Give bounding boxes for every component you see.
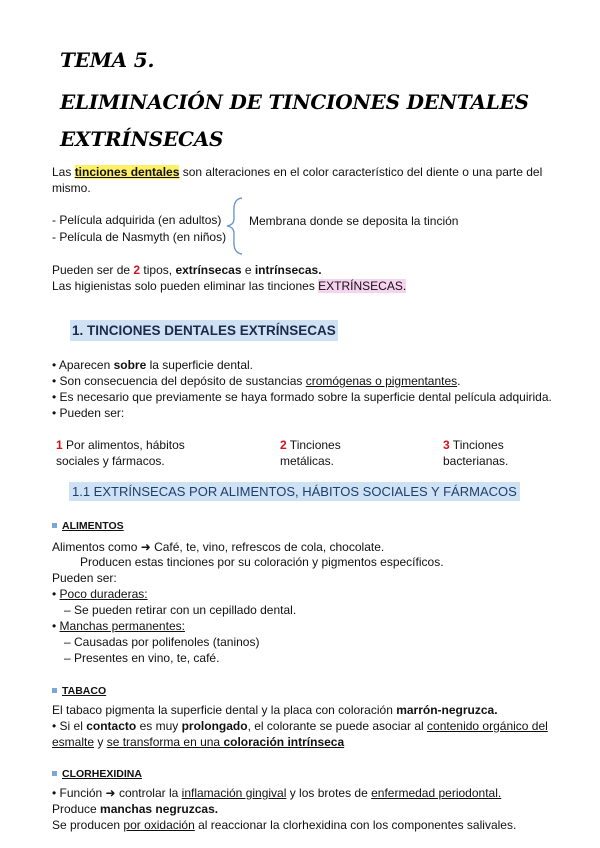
type-column-3-line2: bacterianas.: [443, 454, 509, 468]
topic-heading-text: ALIMENTOS: [62, 520, 124, 532]
type-text: Por alimentos, hábitos: [62, 438, 185, 452]
bullet: •: [52, 587, 60, 601]
doc-title-line1: TEMA 5.: [60, 48, 155, 72]
intro-text: son alteraciones en el color característico del diente o una parte del: [179, 165, 543, 179]
clorhexidina-text-underlined: enfermedad periodontal.: [371, 786, 502, 800]
clorhexidina-line: [52, 785, 501, 801]
type-number: 3: [443, 438, 450, 452]
membrane-item: - Película de Nasmyth (en niños): [52, 230, 227, 244]
list-item: • Pueden ser:: [52, 406, 125, 420]
clorhexidina-line: [52, 801, 218, 817]
type-number: 2: [280, 438, 287, 452]
doc-title-line2: ELIMINACIÓN DE TINCIONES DENTALES: [60, 90, 529, 114]
list-item: [52, 357, 253, 373]
alimentos-line: Alimentos como ➜ Café, te, vino, refrescos de cola, chocolate.: [52, 540, 385, 554]
tabaco-text-underlined: contenido orgánico del: [427, 719, 548, 733]
clorhexidina-text-underlined: inflamación gingival: [181, 786, 287, 800]
topic-heading-clorhexidina: [52, 766, 142, 782]
alimentos-line: Producen estas tinciones por su coloración y pigmentos específicos.: [80, 555, 444, 569]
type-column-2-line2: metálicas.: [280, 454, 335, 468]
tabaco-text-underlined: esmalte: [52, 735, 95, 749]
square-bullet-icon: [52, 688, 57, 693]
list-text: • Son consecuencia del depósito de sustancias: [52, 374, 306, 388]
tabaco-line: [52, 702, 498, 718]
intro-paragraph: [52, 164, 542, 180]
tabaco-text-underlined: se transforma en una: [106, 735, 224, 749]
list-text: .: [457, 374, 461, 388]
clorhexidina-text: y los brotes de: [286, 786, 372, 800]
alimentos-line: – Causadas por polifenoles (taninos): [64, 635, 260, 649]
hygienist-text: Las higienistas solo pueden eliminar las tinciones: [52, 279, 319, 293]
square-bullet-icon: [52, 771, 57, 776]
types-text: Pueden ser de: [52, 263, 134, 277]
type-text: Tinciones: [286, 438, 341, 452]
topic-heading-tabaco: [52, 683, 106, 699]
tabaco-text-bold: contacto: [86, 719, 137, 733]
intro-text: Las: [52, 165, 75, 179]
types-extrinsic: extrínsecas: [175, 263, 242, 277]
tabaco-text: • Si el: [52, 719, 87, 733]
alimentos-subtype: Manchas permanentes:: [59, 619, 185, 633]
clorhexidina-text: Se producen: [52, 818, 124, 832]
tabaco-text: , el colorante se puede asociar al: [247, 719, 428, 733]
alimentos-line: [52, 586, 148, 602]
types-text: tipos,: [140, 263, 176, 277]
tabaco-text-bold: prolongado: [181, 719, 248, 733]
subsection-heading: 1.1 EXTRÍNSECAS POR ALIMENTOS, HÁBITOS SOCIALES Y FÁRMACOS: [69, 482, 520, 501]
tabaco-text-bold-underlined: coloración intrínseca: [223, 735, 345, 749]
clorhexidina-text-bold: manchas negruzcas.: [100, 802, 219, 816]
topic-heading-alimentos: [52, 518, 124, 534]
highlighted-term: tinciones dentales: [74, 165, 180, 179]
curly-brace-icon: [224, 196, 246, 256]
square-bullet-icon: [52, 523, 57, 528]
tabaco-text: y: [94, 735, 107, 749]
alimentos-line: [52, 618, 185, 634]
clorhexidina-text-underlined: por oxidación: [123, 818, 195, 832]
type-column-1-line2: sociales y fármacos.: [56, 454, 165, 468]
list-text: • Aparecen: [52, 358, 114, 372]
list-text: la superficie dental.: [146, 358, 253, 372]
types-intrinsic: intrínsecas.: [254, 263, 322, 277]
list-text-underlined: cromógenas o pigmentantes: [305, 374, 458, 388]
type-column-2: [280, 437, 341, 453]
types-line: [52, 262, 322, 278]
section-heading: 1. TINCIONES DENTALES EXTRÍNSECAS: [70, 320, 338, 341]
type-number: 1: [56, 438, 63, 452]
list-text-bold: sobre: [113, 358, 147, 372]
membrane-item: - Película adquirida (en adultos): [52, 213, 222, 227]
tabaco-text: es muy: [136, 719, 182, 733]
topic-heading-text: TABACO: [62, 685, 107, 697]
tabaco-line: [52, 734, 344, 750]
bullet: •: [52, 619, 60, 633]
types-count: 2: [133, 263, 141, 277]
tabaco-text: El tabaco pigmenta la superficie dental y la placa con coloración: [52, 703, 397, 717]
type-column-1: [56, 437, 185, 453]
clorhexidina-text: • Función ➜ controlar la: [52, 786, 182, 800]
clorhexidina-text: al reaccionar la clorhexidina con los componentes salivales.: [194, 818, 517, 832]
doc-title-line3: EXTRÍNSECAS: [60, 127, 224, 151]
type-text: Tinciones: [449, 438, 504, 452]
clorhexidina-text: Produce: [52, 802, 101, 816]
hygienist-line: [52, 278, 406, 294]
membrane-note: Membrana donde se deposita la tinción: [249, 214, 459, 228]
clorhexidina-line: [52, 817, 516, 833]
tabaco-text-bold: marrón-negruzca.: [396, 703, 498, 717]
topic-heading-text: CLORHEXIDINA: [62, 768, 142, 780]
type-column-3: [443, 437, 504, 453]
alimentos-line: – Presentes en vino, te, café.: [64, 651, 220, 665]
list-item: [52, 373, 460, 389]
tabaco-line: [52, 718, 548, 734]
highlighted-term: EXTRÍNSECAS.: [318, 279, 407, 293]
intro-line2: mismo.: [52, 181, 91, 195]
alimentos-subtype: Poco duraderas:: [59, 587, 148, 601]
alimentos-line: Pueden ser:: [52, 571, 117, 585]
types-text: e: [241, 263, 255, 277]
list-item: • Es necesario que previamente se haya formado sobre la superficie dental película adquirida.: [52, 390, 552, 404]
alimentos-line: – Se pueden retirar con un cepillado dental.: [64, 603, 297, 617]
